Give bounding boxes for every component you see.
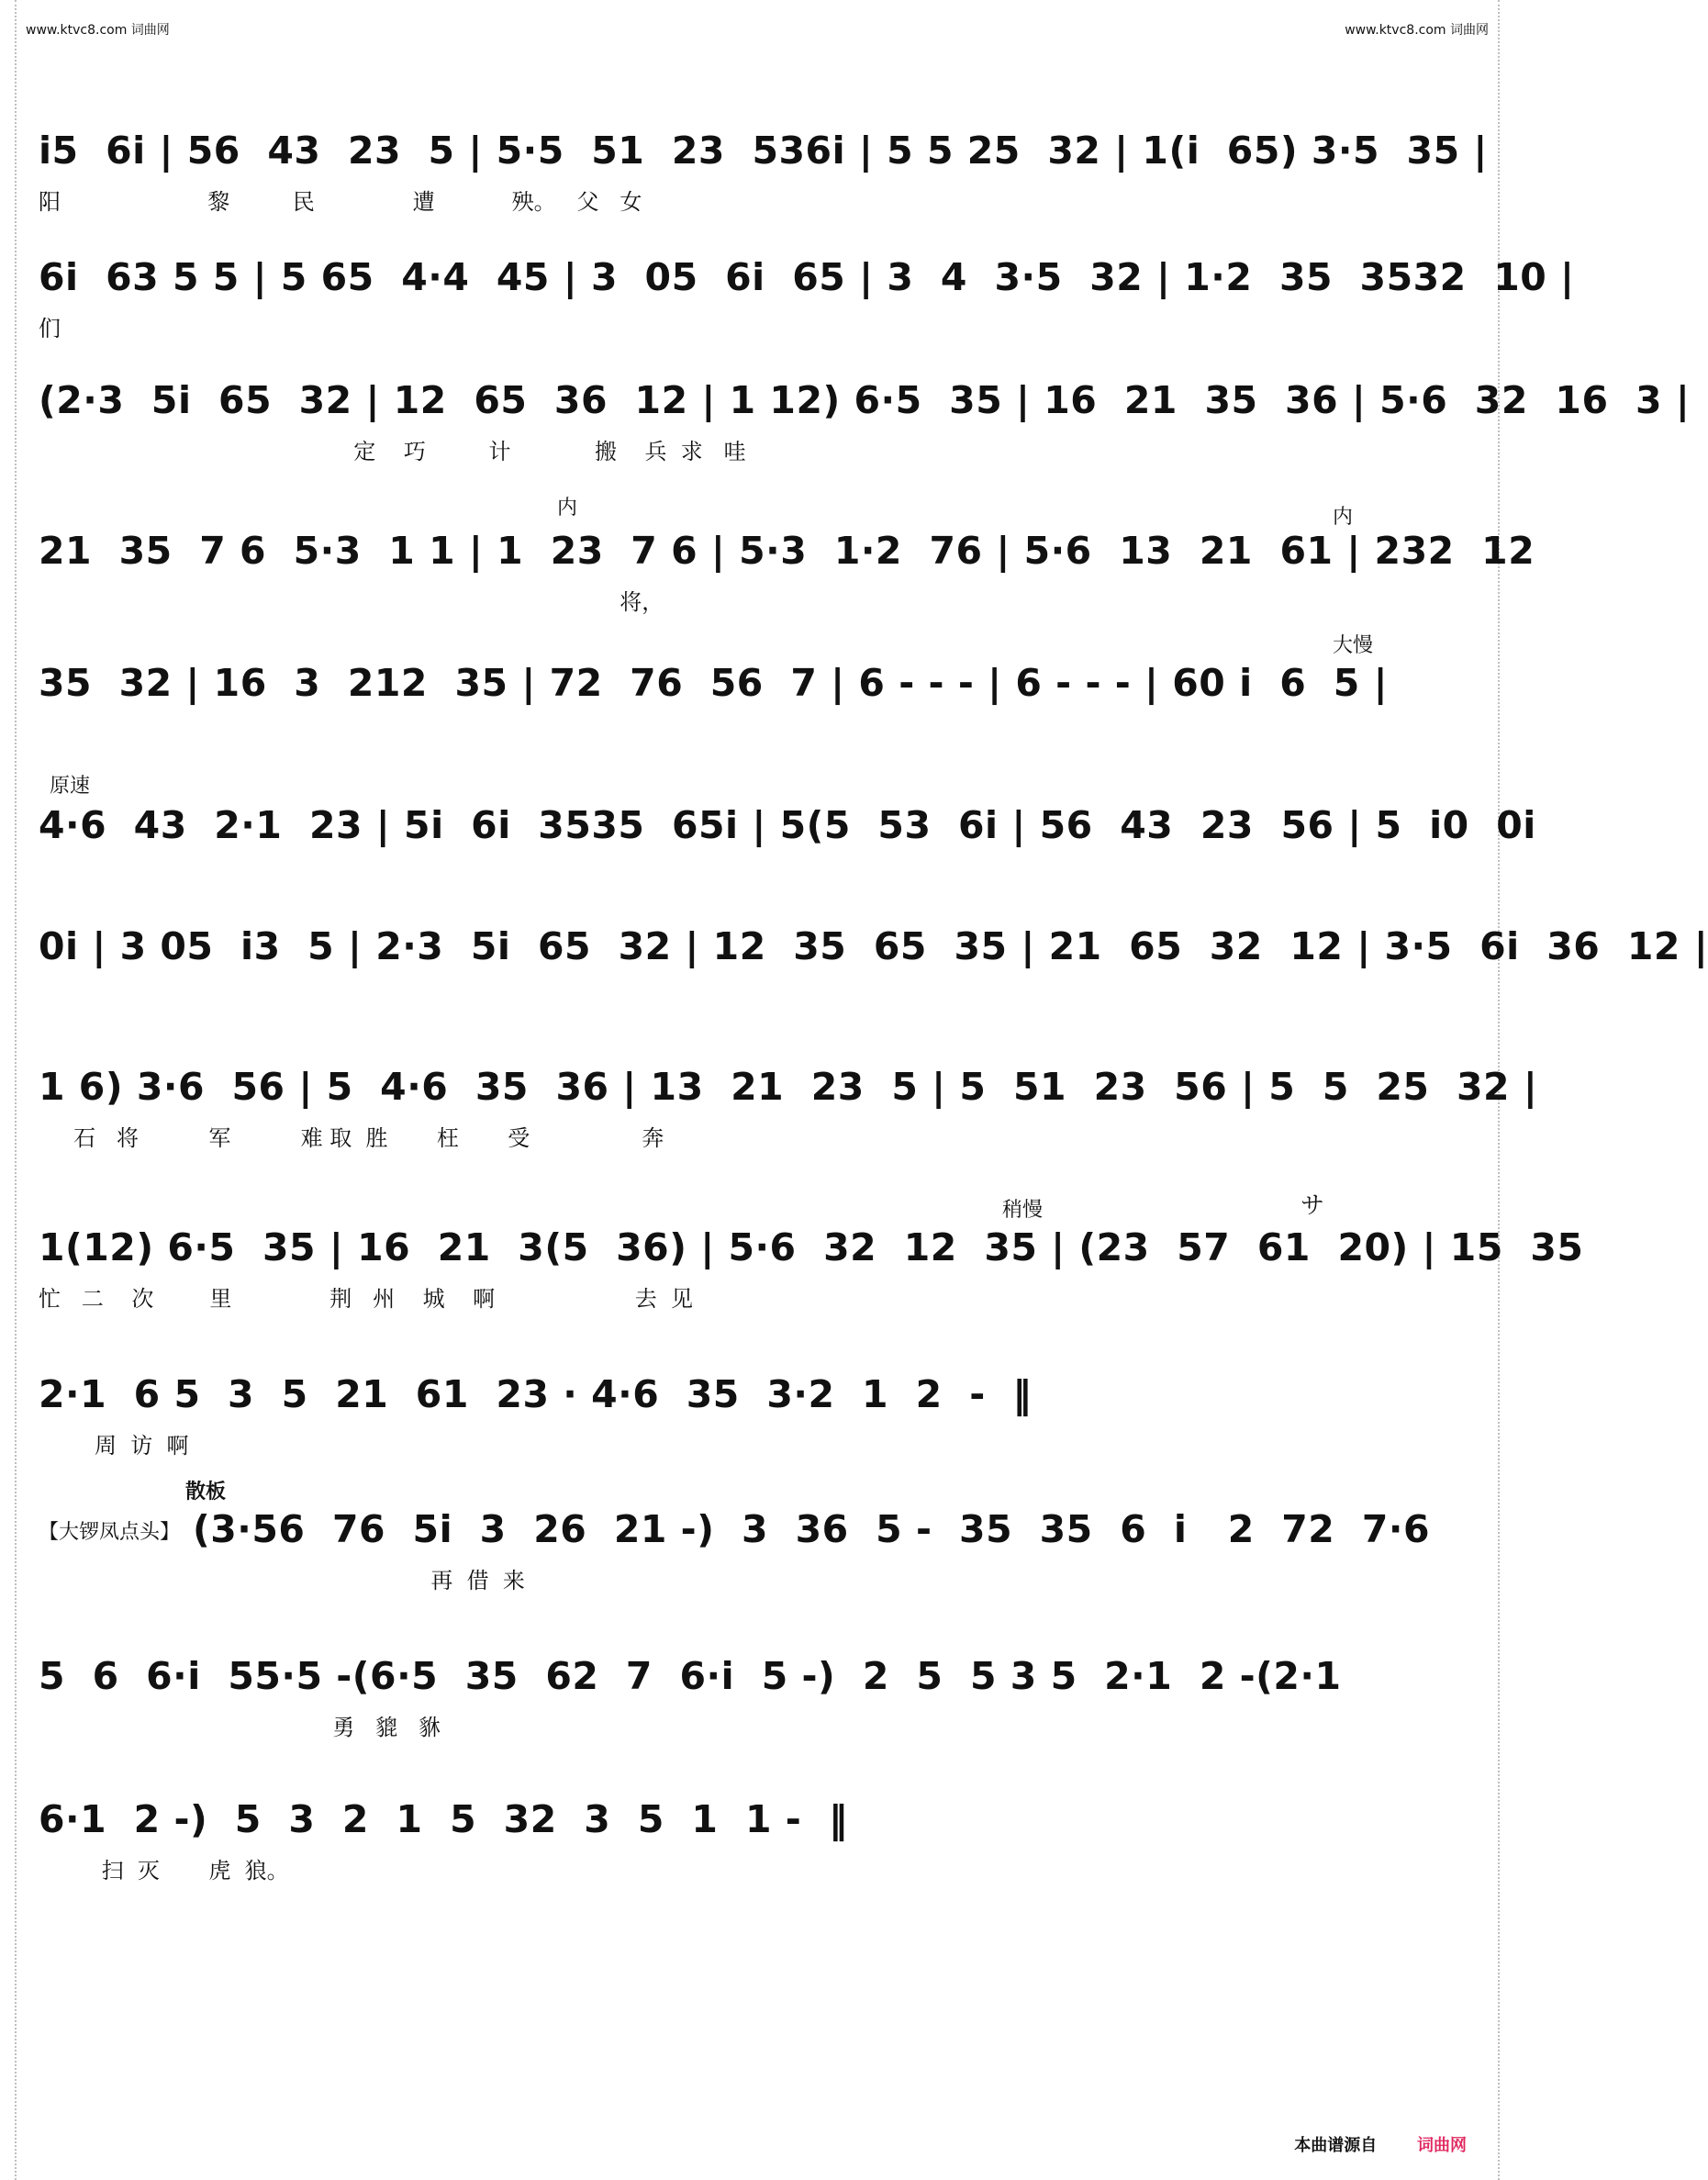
notation-line: 6·1 2 -) 5 3 2 1 5 32 3 5 1 1 - ‖ <box>39 1797 848 1841</box>
notation-line: 0i | 3 05 i3 5 | 2·3 5i 65 32 | 12 35 65 35 | 21 65 32 12 | 3·5 6i 36 12 | <box>39 924 1708 968</box>
annotation-yuan-su: 原速 <box>50 775 91 798</box>
notation-line: i5 6i | 56 43 23 5 | 5·5 51 23 536i | 5 5 25 32 | 1(i 65) 3·5 35 | <box>39 129 1488 173</box>
annotation-sa: サ <box>1301 1192 1325 1220</box>
annotation-nei-1: 内 <box>557 497 578 520</box>
lyric-line: 石 将 军 难 取 胜 枉 受 奔 <box>39 1125 664 1151</box>
lyric-line: 们 <box>39 316 61 341</box>
lyric-line: 周 访 啊 <box>39 1433 189 1459</box>
annotation-nei-2: 内 <box>1333 506 1354 529</box>
footer-brand-link[interactable]: 词曲网 <box>1417 2136 1467 2155</box>
section-label-luogu: 【大锣凤点头】 <box>39 1521 181 1544</box>
left-margin-border <box>0 0 17 2180</box>
notation-line: 5 6 6·i 55·5 -(6·5 35 62 7 6·i 5 -) 2 5 5 3 5 2·1 2 -(2·1 <box>39 1654 1342 1698</box>
lyric-line: 阳 黎 民 遭 殃。 父 女 <box>39 189 642 215</box>
notation-line: 4·6 43 2·1 23 | 5i 6i 3535 65i | 5(5 53 6i | 56 43 23 56 | 5 i0 0i <box>39 803 1536 847</box>
notation-line: 21 35 7 6 5·3 1 1 | 1 23 7 6 | 5·3 1·2 76 | 5·6 13 21 61 | 232 12 <box>39 529 1535 573</box>
lyric-line: 勇 貔 貅 <box>39 1715 441 1740</box>
lyric-line: 将， <box>39 589 664 615</box>
footer-source <box>1294 2132 1467 2156</box>
header-left-site: www.ktvc8.com 词曲网 <box>26 23 170 38</box>
annotation-da-man: 大慢 <box>1333 634 1374 657</box>
annotation-shao-man: 稍慢 <box>1002 1199 1044 1222</box>
lyric-line: 扫 灭 虎 狼。 <box>39 1858 289 1884</box>
notation-line: 35 32 | 16 3 212 35 | 72 76 56 7 | 6 - - - | 6 - - - | 60 i 6 5 | <box>39 661 1389 705</box>
notation-line: (2·3 5i 65 32 | 12 65 36 12 | 1 12) 6·5 35 | 16 21 35 36 | 5·6 32 16 3 | <box>39 378 1691 422</box>
notation-line: 1(12) 6·5 35 | 16 21 3(5 36) | 5·6 32 12 35 | (23 57 61 20) | 15 35 <box>39 1225 1584 1269</box>
lyric-line: 定 巧 计 搬 兵 求 哇 <box>39 439 746 464</box>
notation-line: 6i 63 5 5 | 5 65 4·4 45 | 3 05 6i 65 | 3 4 3·5 32 | 1·2 35 3532 10 | <box>39 255 1575 299</box>
lyric-line: 再 借 来 <box>193 1568 525 1593</box>
notation-line: (3·56 76 5i 3 26 21 -) 3 36 5 - 35 35 6 i 2 72 7·6 <box>193 1507 1431 1551</box>
notation-line: 1 6) 3·6 56 | 5 4·6 35 36 | 13 21 23 5 | 5 51 23 56 | 5 5 25 32 | <box>39 1065 1538 1109</box>
annotation-san-ban: 散板 <box>185 1481 227 1504</box>
header-right-site: www.ktvc8.com 词曲网 <box>1345 23 1489 38</box>
footer-source-text: 本曲谱源自 <box>1294 2136 1378 2155</box>
lyric-line: 忙 二 次 里 荆 州 城 啊 去 见 <box>39 1286 693 1312</box>
notation-line: 2·1 6 5 3 5 21 61 23 · 4·6 35 3·2 1 2 - ‖ <box>39 1372 1033 1416</box>
